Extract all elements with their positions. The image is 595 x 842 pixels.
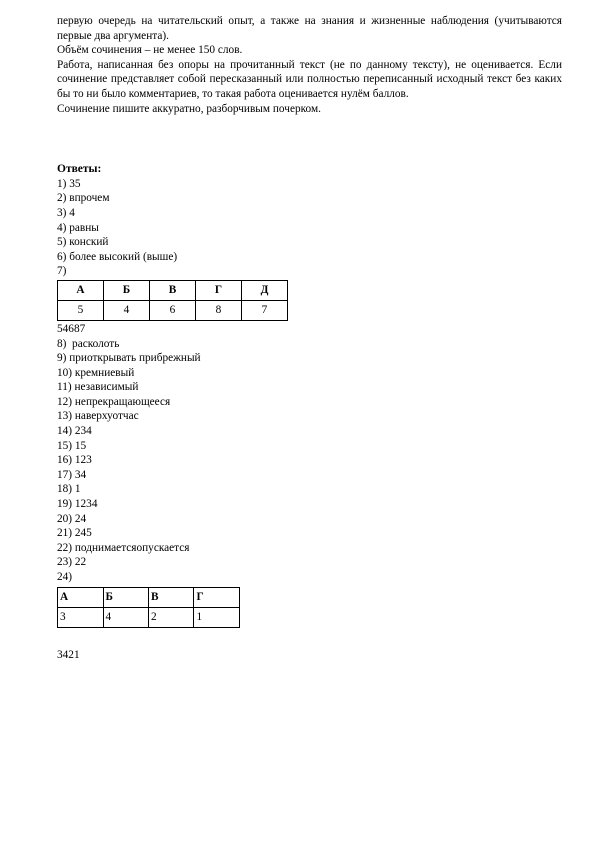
intro-paragraph-2: Объём сочинения – не менее 150 слов. [57,44,243,57]
answer-line: 2) впрочем [57,192,110,205]
answer-line: 21) 245 [57,527,92,540]
table-cell: 7 [241,300,287,320]
answer-line: 54687 [57,322,86,335]
table-header-cell: Б [103,587,148,607]
table-header-cell: В [149,587,194,607]
answer-line: 4) равны [57,221,99,234]
table-cell: 4 [104,300,150,320]
answer-line: 1) 35 [57,177,81,190]
answer-line: 5) конский [57,236,109,249]
answer-line: 19) 1234 [57,498,98,511]
table-cell: 1 [194,607,240,627]
table-header-cell: А [58,587,104,607]
table-cell: 5 [58,300,104,320]
intro-paragraph-1: первую очередь на читательский опыт, а также на знания и жизненные наблюдения (учитываются первые два аргумента). [57,15,562,42]
table-header-cell: Д [241,280,287,300]
spacer [57,636,562,648]
answer-line: 15) 15 [57,439,87,452]
answer-table-7 [57,280,288,321]
answer-line: 18) 1 [57,483,81,496]
answer-line: 12) непрекращающееся [57,395,171,408]
table-header-cell: Г [194,587,240,607]
answer-line: 3) 4 [57,206,75,219]
answer-line: 9) приоткрывать прибрежный [57,352,201,365]
table-header-cell: Б [104,280,150,300]
spacer [57,116,562,162]
answer-line: 17) 34 [57,468,87,481]
answer-line: 7) [57,265,67,278]
table-cell: 8 [195,300,241,320]
answer-line: 24) [57,571,73,583]
table-cell: 3 [58,607,104,627]
answer-line: 13) наверхуотчас [57,410,139,423]
answer-line: 14) 234 [57,425,92,438]
table-row [58,300,288,320]
table-row [58,607,240,627]
answer-line: 20) 24 [57,512,87,525]
answer-table-24 [57,587,240,628]
answer-line: 16) 123 [57,454,92,467]
answer-line: 8) расколоть [57,337,120,350]
table-header-cell: А [58,280,104,300]
answer-line: 10) кремниевый [57,366,135,379]
intro-paragraph-3: Работа, написанная без опоры на прочитанный текст (не по данному тексту), не оценивается. Если сочинение представляет собой пересказанный или полностью переписанный исходный текст без каких бы то ни было комментариев, то такая работа оценивается нулём баллов. [57,58,562,100]
table-cell: 2 [149,607,194,627]
table-header-cell: Г [195,280,241,300]
answers-list-b [57,322,562,585]
answer-line: 11) независимый [57,381,139,394]
final-answer: 3421 [57,648,80,661]
table-header-row [58,587,240,607]
answer-line: 6) более высокий (выше) [57,250,178,263]
table-header-cell: В [149,280,195,300]
answer-line: 22) поднимаетсяопускается [57,541,190,554]
table-cell: 4 [103,607,148,627]
document-page [57,14,562,662]
table-header-row [58,280,288,300]
table-cell: 6 [149,300,195,320]
answer-line: 23) 22 [57,556,87,569]
answers-list-a [57,177,562,279]
answers-heading: Ответы: [57,163,102,176]
intro-paragraph-4: Сочинение пишите аккуратно, разборчивым почерком. [57,102,321,115]
